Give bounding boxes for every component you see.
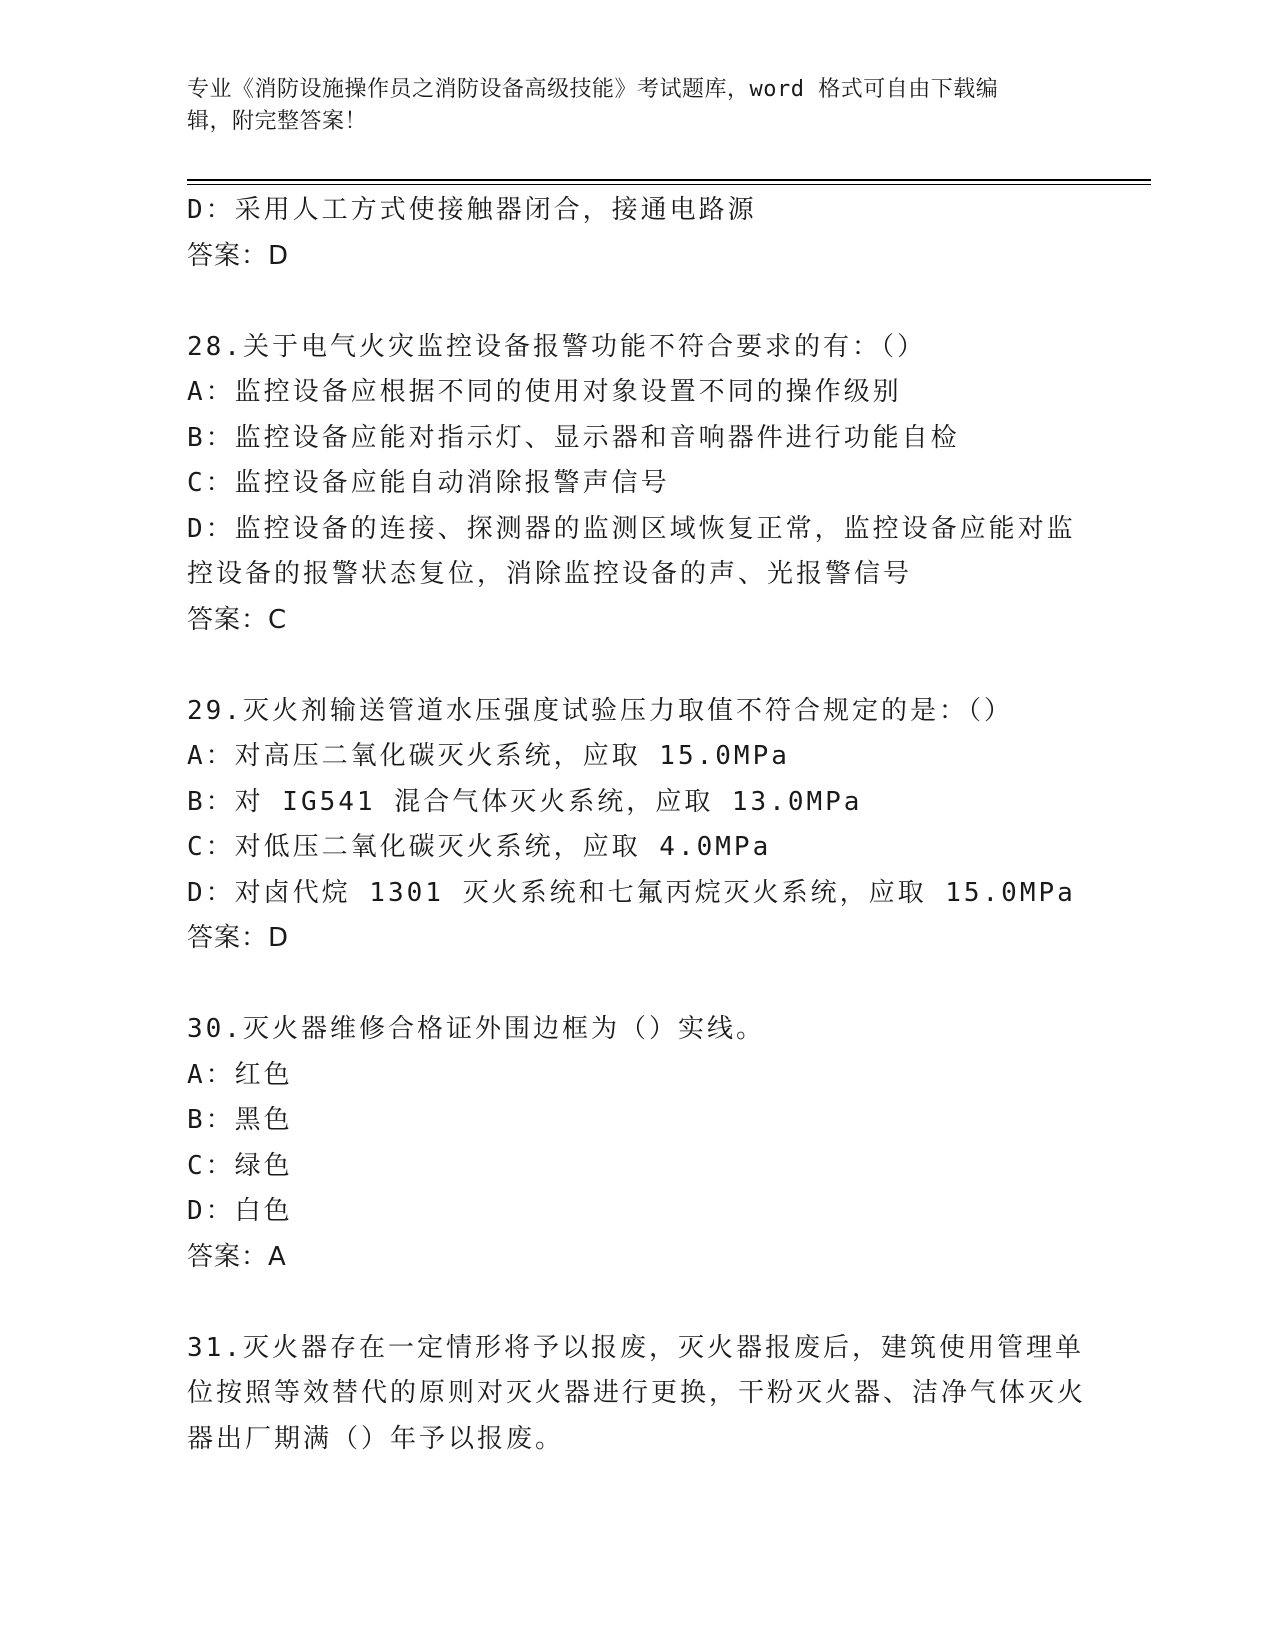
question-stem: 29.灭火剂输送管道水压强度试验压力取值不符合规定的是：（） <box>187 695 1013 726</box>
question-30 <box>187 1007 1087 1280</box>
option-b: B：黑色 <box>187 1105 293 1135</box>
question-content <box>187 188 1087 1462</box>
spacer <box>187 1280 1087 1326</box>
option-b: B：对 IG541 混合气体灭火系统，应取 13.0MPa <box>187 786 863 817</box>
option-c: C：对低压二氧化碳灭火系统，应取 4.0MPa <box>187 832 772 862</box>
question-stem: 30.灭火器维修合格证外围边框为（）实线。 <box>187 1014 765 1044</box>
spacer <box>187 279 1087 325</box>
option-a: A：红色 <box>187 1059 293 1090</box>
option-d: D：白色 <box>187 1196 293 1226</box>
header-line-2: 辑，附完整答案！ <box>187 109 368 134</box>
option-d: D：监控设备的连接、探测器的监测区域恢复正常，监控设备应能对监控设备的报警状态复位，消除监控设备的声、光报警信号 <box>187 513 1076 589</box>
page-header <box>187 74 1067 138</box>
option-c: C：绿色 <box>187 1150 293 1181</box>
answer: 答案：A <box>187 1241 287 1272</box>
header-divider-thick <box>187 179 1151 181</box>
question-stem: 28.关于电气火灾监控设备报警功能不符合要求的有：（） <box>187 331 926 362</box>
spacer <box>187 643 1087 689</box>
header-line-1: 专业《消防设施操作员之消防设备高级技能》考试题库，word 格式可自由下载编 <box>187 77 999 102</box>
option-c: C：监控设备应能自动消除报警声信号 <box>187 468 670 498</box>
option-a: A：监控设备应根据不同的使用对象设置不同的操作级别 <box>187 377 902 407</box>
header-divider-thin <box>187 184 1151 185</box>
answer: 答案：C <box>187 604 288 635</box>
spacer <box>187 962 1087 1008</box>
answer: 答案：D <box>187 923 290 953</box>
prev-answer: 答案：D <box>187 240 290 271</box>
prev-option-d: D：采用人工方式使接触器闭合，接通电路源 <box>187 195 757 225</box>
option-b: B：监控设备应能对指示灯、显示器和音响器件进行功能自检 <box>187 422 960 453</box>
option-d: D：对卤代烷 1301 灭火系统和七氟丙烷灭火系统，应取 15.0MPa <box>187 877 1076 908</box>
question-28 <box>187 325 1087 644</box>
question-29 <box>187 689 1087 962</box>
option-a: A：对高压二氧化碳灭火系统，应取 15.0MPa <box>187 741 790 771</box>
question-31 <box>187 1326 1087 1463</box>
question-stem: 31.灭火器存在一定情形将予以报废，灭火器报废后，建筑使用管理单位按照等效替代的原则对灭火器进行更换，干粉灭火器、洁净气体灭火器出厂期满（）年予以报废。 <box>187 1332 1087 1454</box>
